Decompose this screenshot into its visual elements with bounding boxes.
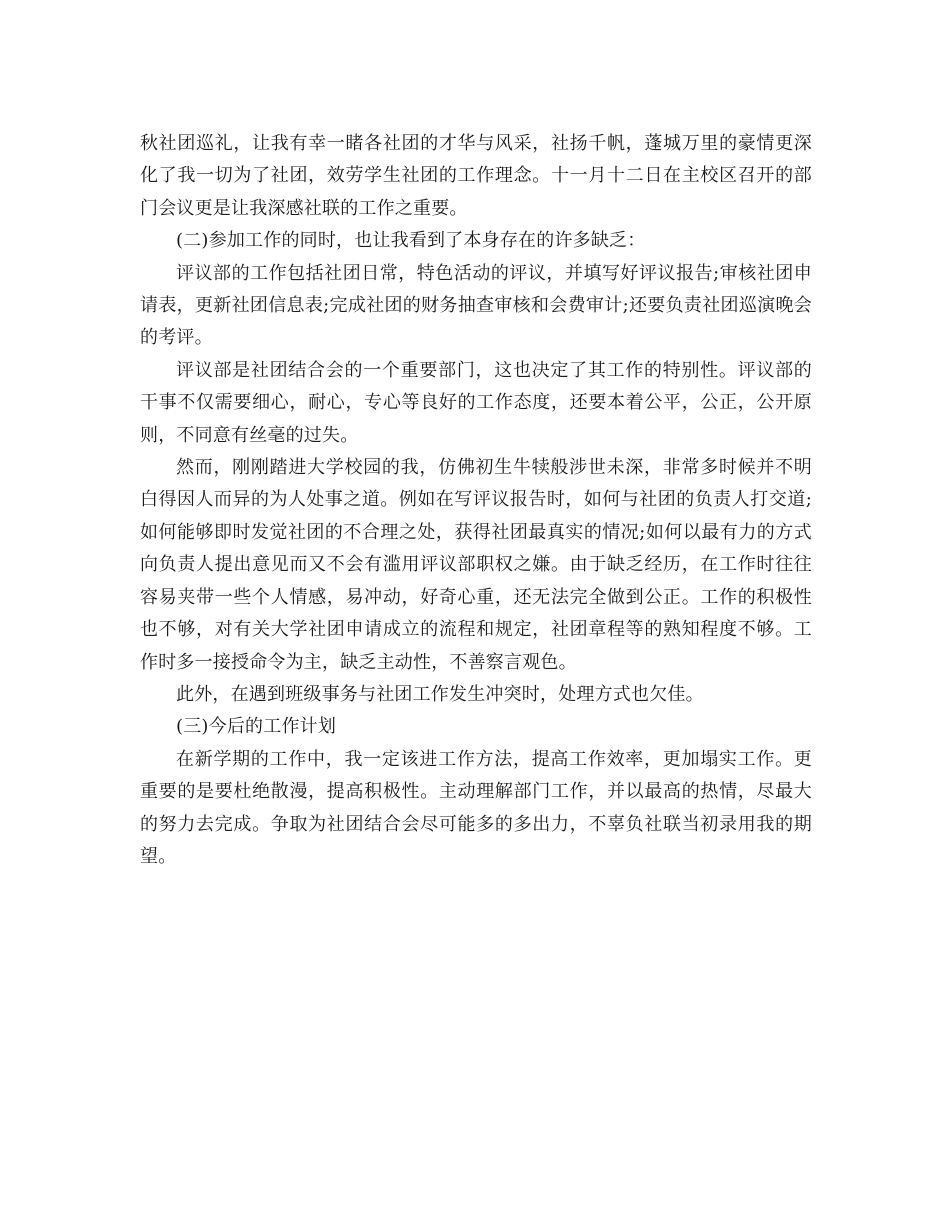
paragraph-review-department-role: 评议部是社团结合会的一个重要部门，这也决定了其工作的特别性。评议部的干事不仅需要细心，耐心，专心等良好的工作态度，还要本着公平，公正，公开原则，不同意有丝毫的过失。 [140, 359, 812, 446]
paragraph-future-plan: 在新学期的工作中，我一定该进工作方法，提高工作效率，更加塌实工作。更重要的是要杜绝散漫，提高积极性。主动理解部门工作，并以最高的热情，尽最大的努力去完成。争取为社团结合会尽可能多的多出力，不辜负社联当初录用我的期望。 [140, 748, 812, 867]
paragraph-shortcomings: 然而，刚刚踏进大学校园的我，仿佛初生牛犊般涉世未深，非常多时候并不明白得因人而异的为人处事之道。例如在写评议报告时，如何与社团的负责人打交道;如何能够即时发觉社团的不合理之处，获得社团最真实的情况;如何以最有力的方式向负责人提出意见而又不会有滥用评议部职权之嫌。由于缺乏经历，在工作时往往容易夹带一些个人情感，易冲动，好奇心重，还无法完全做到公正。工作的积极性也不够，对有关大学社团申请成立的流程和规定，社团章程等的熟知程度不够。工作时多一接授命令为主，缺乏主动性，不善察言观色。 [140, 457, 812, 673]
paragraph-section-three-heading: (三)今后的工作计划 [176, 716, 337, 738]
document-body [140, 128, 812, 873]
paragraph-review-duties: 评议部的工作包括社团日常，特色活动的评议，并填写好评议报告;审核社团申请表，更新社团信息表;完成社团的财务抽查审核和会费审计;还要负责社团巡演晚会的考评。 [140, 262, 812, 349]
paragraph-section-two-heading: (二)参加工作的同时，也让我看到了本身存在的许多缺乏： [176, 230, 646, 252]
paragraph-conflict-handling: 此外，在遇到班级事务与社团工作发生冲突时，处理方式也欠佳。 [176, 683, 704, 705]
paragraph-club-tour: 秋社团巡礼，让我有幸一睹各社团的才华与风采，社扬千帆，蓬城万里的豪情更深化了我一切为了社团，效劳学生社团的工作理念。十一月十二日在主校区召开的部门会议更是让我深感社联的工作之重要。 [140, 133, 812, 219]
